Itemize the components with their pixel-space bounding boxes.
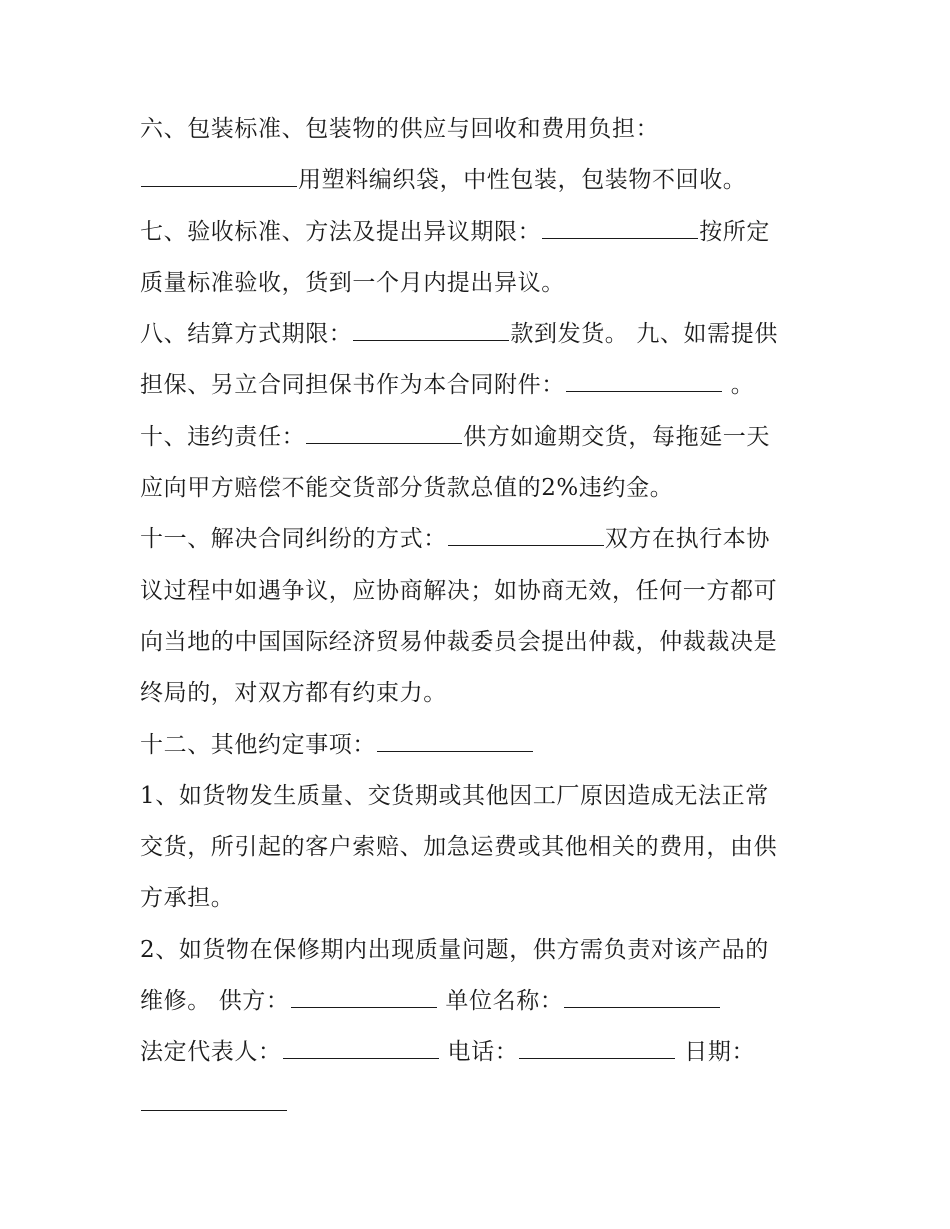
clause-12-item-2	[140, 925, 820, 976]
fill-in-blank[interactable]	[306, 423, 462, 444]
fill-in-blank[interactable]	[353, 320, 509, 341]
text-segment: 用塑料编织袋，中性包装，包装物不回收。	[298, 167, 747, 194]
fill-in-blank[interactable]	[448, 525, 604, 546]
clause-12-item-1	[140, 873, 820, 924]
text-segment: 电话：	[439, 1039, 519, 1066]
clause-6-detail	[140, 155, 820, 206]
clause-12-heading	[140, 720, 820, 771]
text-segment: 交货，所引起的客户索赔、加急运费或其他相关的费用，由供	[140, 834, 778, 861]
text-segment: 十一、解决合同纠纷的方式：	[140, 526, 447, 553]
text-segment: 应向甲方赔偿不能交货部分货款总值的2%违约金。	[140, 475, 674, 502]
fill-in-blank[interactable]	[291, 987, 437, 1008]
clause-11-detail	[140, 668, 820, 719]
fill-in-blank[interactable]	[519, 1038, 675, 1059]
clause-10-detail	[140, 463, 820, 514]
clause-11-heading	[140, 514, 820, 565]
text-segment: 八、结算方式期限：	[140, 321, 353, 348]
contract-body	[140, 104, 820, 1130]
clause-12-item-1	[140, 771, 820, 822]
text-segment: 款到发货。 九、如需提供	[510, 321, 778, 348]
text-segment: 按所定	[699, 218, 771, 245]
text-segment: 十、违约责任：	[140, 423, 306, 450]
text-segment: 1、如货物发生质量、交货期或其他因工厂原因造成无法正常	[140, 782, 769, 809]
fill-in-blank[interactable]	[564, 987, 720, 1008]
clause-7-detail	[140, 258, 820, 309]
clause-12-item-1	[140, 822, 820, 873]
date-line	[140, 1079, 820, 1130]
clause-6-heading	[140, 104, 820, 155]
text-segment: 双方在执行本协	[604, 526, 771, 553]
fill-in-blank[interactable]	[141, 1090, 287, 1111]
text-segment: 方承担。	[140, 885, 235, 912]
text-segment: 。	[722, 372, 755, 399]
signature-supplier-line	[140, 976, 820, 1027]
fill-in-blank[interactable]	[377, 731, 533, 752]
clause-9-detail	[140, 360, 820, 411]
fill-in-blank[interactable]	[283, 1038, 439, 1059]
fill-in-blank[interactable]	[542, 218, 698, 239]
clause-7-heading	[140, 207, 820, 258]
clause-11-detail	[140, 566, 820, 617]
text-segment: 终局的，对双方都有约束力。	[140, 680, 447, 707]
text-segment: 十二、其他约定事项：	[140, 731, 376, 758]
text-segment: 维修。 供方：	[140, 988, 290, 1015]
text-segment: 议过程中如遇争议，应协商解决；如协商无效，任何一方都可	[140, 577, 778, 604]
text-segment: 供方如逾期交货，每拖延一天	[463, 423, 771, 450]
text-segment: 向当地的中国国际经济贸易仲裁委员会提出仲裁，仲裁裁决是	[140, 628, 778, 655]
fill-in-blank[interactable]	[566, 371, 722, 392]
text-segment: 七、验收标准、方法及提出异议期限：	[140, 218, 542, 245]
text-segment: 2、如货物在保修期内出现质量问题，供方需负责对该产品的	[140, 936, 769, 963]
clause-11-detail	[140, 617, 820, 668]
clause-8-heading	[140, 309, 820, 360]
text-segment: 日期：	[676, 1039, 756, 1066]
signature-representative-line	[140, 1027, 820, 1078]
text-segment: 担保、另立合同担保书作为本合同附件：	[140, 372, 565, 399]
fill-in-blank[interactable]	[141, 166, 297, 187]
text-segment: 质量标准验收，货到一个月内提出异议。	[140, 269, 565, 296]
text-segment: 六、包装标准、包装物的供应与回收和费用负担：	[140, 116, 660, 142]
clause-10-heading	[140, 412, 820, 463]
text-segment: 单位名称：	[437, 988, 564, 1015]
text-segment: 法定代表人：	[140, 1039, 282, 1066]
